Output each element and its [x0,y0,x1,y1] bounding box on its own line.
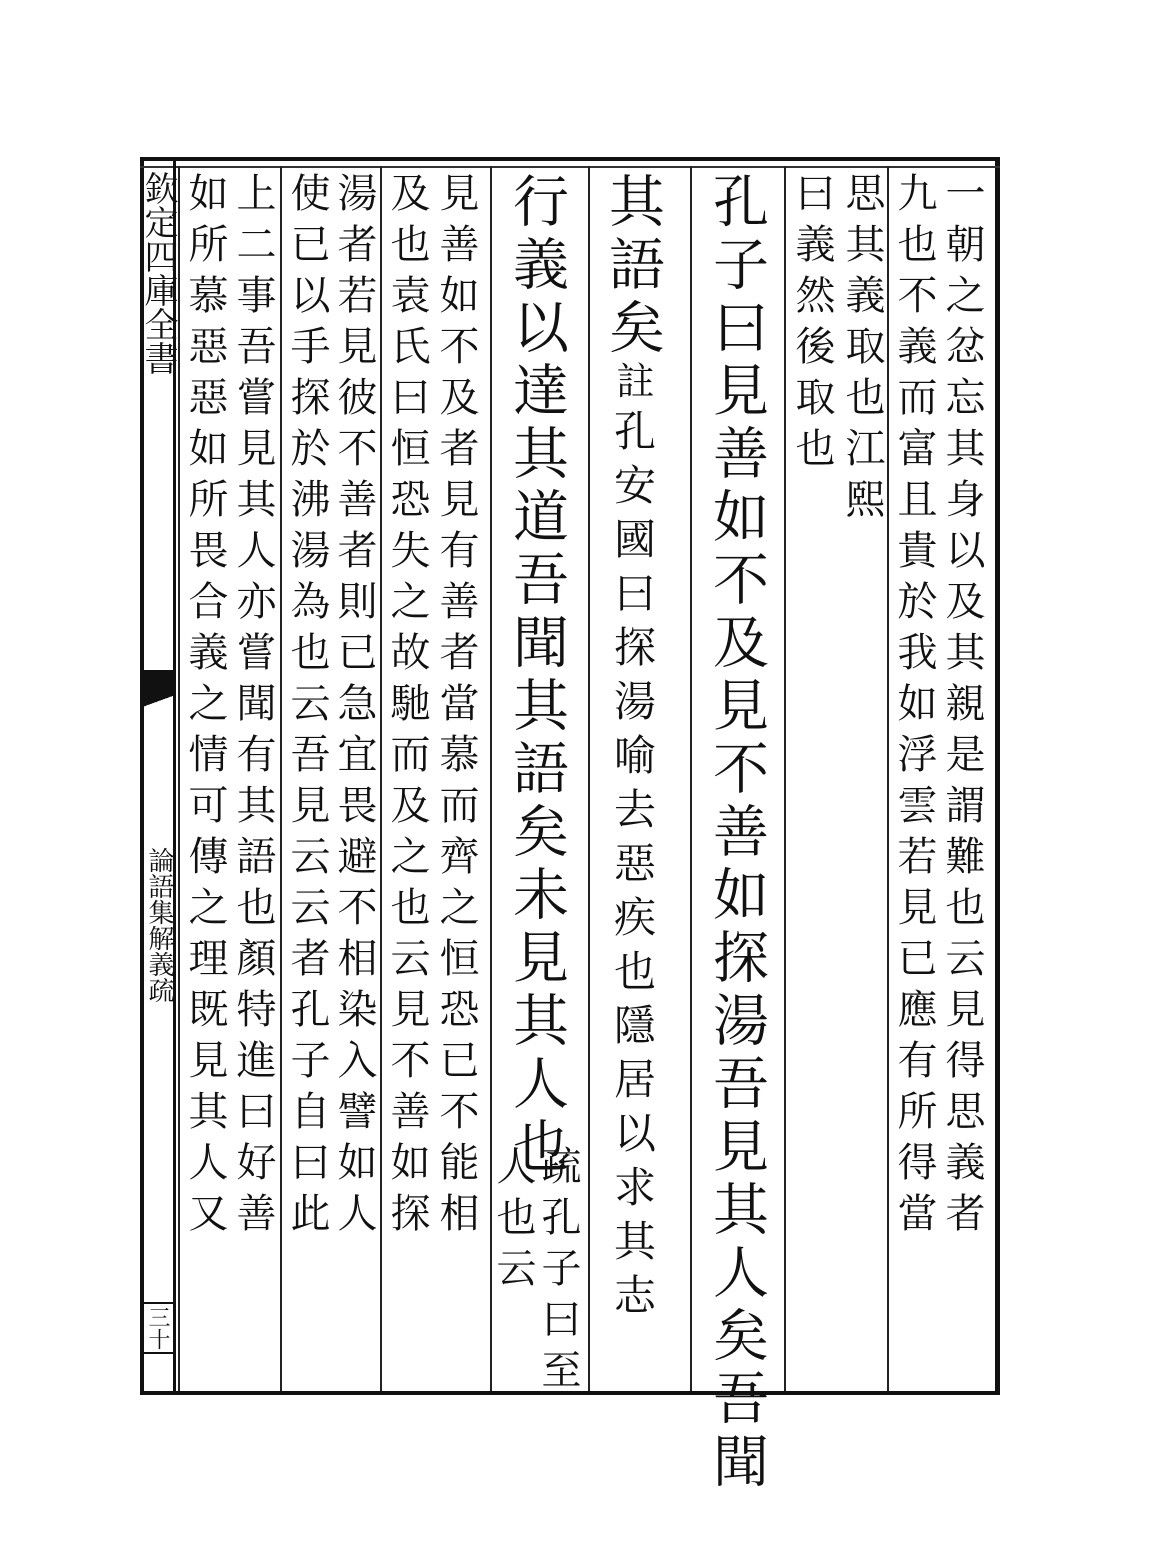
spine-column [140,157,176,1395]
column-divider [280,166,282,1391]
column-text: 思其義取也江熙 [839,172,885,529]
column-divider [178,166,180,1391]
column-divider [784,166,786,1391]
column-text: 使已以手探於沸湯為也云吾見云云者孔子自曰此 [284,172,330,1243]
text-column [383,172,433,1387]
fishtail-mark [140,670,176,720]
book-title: 論語集解義疏 [144,847,174,1003]
column-text: 如所慕惡惡如所畏合義之情可傳之理既見其人又 [182,172,228,1243]
column-text: 及也袁氏曰恒恐失之故馳而及之也云見不善如探 [384,172,430,1243]
column-divider [690,166,692,1391]
main-text-column [600,172,680,1387]
text-column [181,172,231,1387]
text-column [788,172,836,1387]
column-text: 見善如不及者見有善者當慕而齊之恒恐已不能相 [433,172,479,1243]
note-text: 孔安國曰探湯喻去惡疾也隱居以求其志 [608,409,657,1327]
text-column [938,172,990,1387]
column-text: 其語矣 [600,172,665,361]
text-column [432,172,482,1387]
main-text-column [704,172,776,1495]
column-text: 行義以達其道吾聞其語矣未見其人也 [504,172,569,1180]
column-text: 孔子曰見善如不及見不善如探湯吾見其人矣吾聞 [704,172,769,1495]
commentary-text: 人也云 [490,1145,536,1298]
page-number: 三十 [140,1302,174,1354]
text-column [229,172,279,1387]
text-column [283,172,333,1387]
column-text: 上二事吾嘗見其人亦嘗聞有其語也顏特進曰好善 [230,172,276,1243]
column-divider [588,166,590,1391]
text-column [838,172,886,1387]
note-marker: 註 [610,361,654,409]
column-text: 曰義然後取也 [789,172,835,478]
column-text: 湯者若見彼不善者則已急宜畏避不相染入譬如人 [331,172,377,1243]
text-column [330,172,380,1387]
column-divider [887,166,889,1391]
series-title: 欽定四庫全書 [138,171,178,375]
top-rule [140,166,1000,168]
commentary-text: 疏孔子曰至 [535,1145,581,1400]
column-text: 九也不義而富且貴於我如浮雲若見已應有所得當 [891,172,937,1243]
column-text: 一朝之忿忘其身以及其親是謂難也云見得思義者 [939,172,985,1243]
column-divider [380,166,382,1391]
text-column [890,172,940,1387]
